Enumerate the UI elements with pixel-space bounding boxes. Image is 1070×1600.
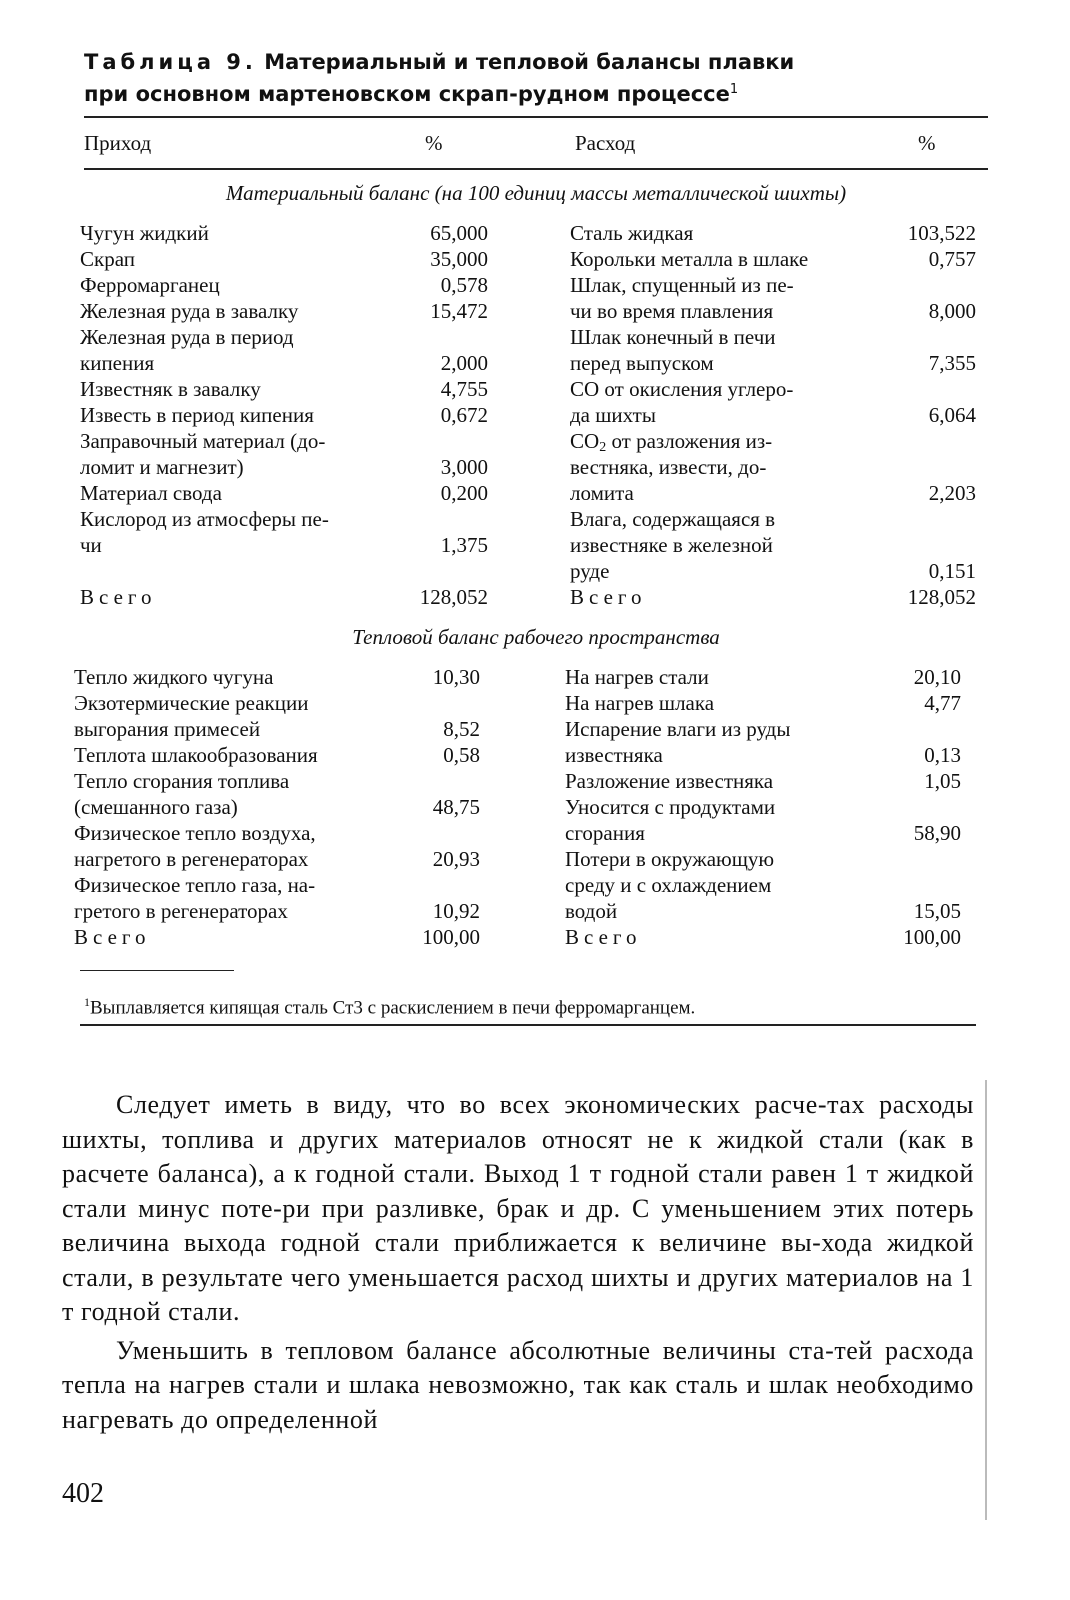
footnote-separator <box>80 970 234 971</box>
table-row: чи 1,375 <box>80 533 488 557</box>
table-row: Шлак конечный в печи <box>570 325 776 349</box>
table-footnote: $^1$Выплавляется кипящая сталь Ст3 с раскислением в печи ферромарганцем. <box>84 995 696 1019</box>
header-expense: Расход <box>575 131 636 155</box>
table-row: Материал свода 0,200 <box>80 481 488 505</box>
table-row: Заправочный материал (до- <box>80 429 326 453</box>
table-row: Железная руда в завалку 15,472 <box>80 299 488 323</box>
table-row: Кислород из атмосферы пе- <box>80 507 329 531</box>
table-row: Теплота шлакообразования 0,58 <box>74 743 480 767</box>
table-row: На нагрев шлака 4,77 <box>565 691 961 715</box>
heat-income-column <box>74 664 480 950</box>
scan-edge-line <box>985 1080 987 1520</box>
material-balance-title: Материальный баланс (на 100 единиц массы металлической шихты) <box>225 181 847 205</box>
header-percent-income: % <box>425 131 443 155</box>
table-row: Ферромарганец 0,578 <box>80 273 488 297</box>
table-row: сгорания 58,90 <box>565 821 961 845</box>
table-row: Тепло сгорания топлива <box>74 769 290 793</box>
table-row: руде 0,151 <box>570 559 976 583</box>
table-row: Шлак, спущенный из пе- <box>570 273 794 297</box>
table-top-rule <box>84 116 988 118</box>
table-row: Физическое тепло воздуха, <box>74 821 316 845</box>
table-row: перед выпуском 7,355 <box>570 351 976 375</box>
table-row: Известняк в завалку 4,755 <box>80 377 488 401</box>
table-row: Железная руда в период <box>80 325 294 349</box>
table-header-rule <box>84 168 988 170</box>
material-income-column <box>80 220 488 610</box>
table-caption <box>84 48 984 108</box>
table-row: известняке в железной <box>570 533 773 557</box>
table-row: Известь в период кипения 0,672 <box>80 403 488 427</box>
table-row: Потери в окружающую <box>565 847 775 871</box>
table-total-row: Всего 128,052 <box>570 585 976 609</box>
heat-expense-column <box>565 664 961 950</box>
body-text <box>62 1088 974 1441</box>
material-expense-column <box>570 220 976 610</box>
table-title-line2: при основном мартеновском скрап-рудном процессе <box>84 82 730 106</box>
table-row: вестняка, извести, до- <box>570 455 767 479</box>
table-row: да шихты 6,064 <box>570 403 976 427</box>
table-row: чи во время плавления 8,000 <box>570 299 976 323</box>
table-row: Корольки металла в шлаке 0,757 <box>570 247 976 271</box>
table-row: Физическое тепло газа, на- <box>74 873 316 897</box>
table-row: ломита 2,203 <box>570 481 976 505</box>
table-row: Экзотермические реакции <box>74 691 309 715</box>
table-total-row: Всего 100,00 <box>74 925 480 949</box>
table-row: известняка 0,13 <box>565 743 961 767</box>
page-number: 402 <box>62 1478 104 1509</box>
paragraph: Следует иметь в виду, что во всех экономических расче-тах расходы шихты, топлива и других материалов относят не к жидкой стали (как в расчете баланса), а к годной стали. Выход 1 т годной стали равен 1 т жидкой стали минус поте-ри при разливке, брак и др. С уменьшением этих потерь величина выхода годной стали приближается к величине вы-хода жидкой стали, в результате чего уменьшается расход шихты и других материалов на 1 т годной стали. <box>62 1090 974 1326</box>
table-row: кипения 2,000 <box>80 351 488 375</box>
table-row: гретого в регенераторах 10,92 <box>74 899 480 923</box>
paragraph: Уменьшить в тепловом балансе абсолютные величины ста-тей расхода тепла на нагрев стали и шлака невозможно, так как сталь и шлак необходимо нагревать до определенной <box>62 1335 974 1434</box>
table-row: Сталь жидкая 103,522 <box>570 221 976 245</box>
table-total-row: Всего 128,052 <box>80 585 488 609</box>
table-row: Чугун жидкий 65,000 <box>80 221 488 245</box>
table-title-line1: Материальный и тепловой балансы плавки <box>264 50 795 74</box>
header-percent-expense: % <box>918 131 936 155</box>
header-income: Приход <box>84 131 152 155</box>
table-label: Таблица 9. <box>84 50 257 74</box>
table-bottom-rule <box>80 1024 976 1026</box>
table-row: Разложение известняка 1,05 <box>565 769 961 793</box>
table-row: Испарение влаги из руды <box>565 717 791 741</box>
table-row: Уносится с продуктами <box>565 795 776 819</box>
table-total-row: Всего 100,00 <box>565 925 961 949</box>
table-row: CO от окисления углеро- <box>570 377 794 401</box>
table-row: (смешанного газа) 48,75 <box>74 795 480 819</box>
table-row: Тепло жидкого чугуна 10,30 <box>74 665 480 689</box>
footnote-marker: 1 <box>729 82 739 97</box>
table-row: ломит и магнезит) 3,000 <box>80 455 488 479</box>
table-row: Влага, содержащаяся в <box>570 507 776 531</box>
table-row: выгорания примесей 8,52 <box>74 717 480 741</box>
table-row: среду и с охлаждением <box>565 873 772 897</box>
table-row: Скрап 35,000 <box>80 247 488 271</box>
table-row: На нагрев стали 20,10 <box>565 665 961 689</box>
table-row: водой 15,05 <box>565 899 961 923</box>
table-row: CO2 от разложения из- <box>570 429 773 455</box>
table-row: нагретого в регенераторах 20,93 <box>74 847 480 871</box>
heat-balance-title: Тепловой баланс рабочего пространства <box>352 625 720 649</box>
